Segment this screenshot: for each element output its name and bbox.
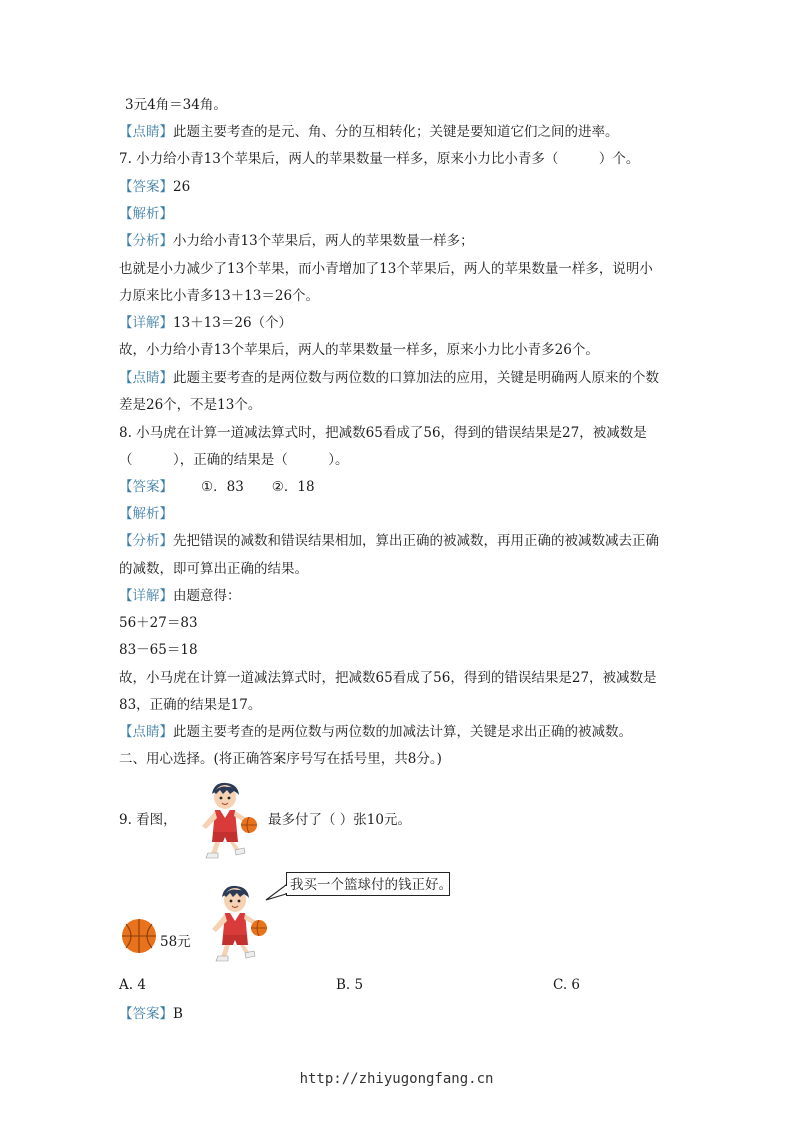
answer-tag: 【答案】 — [119, 179, 173, 195]
text-line: 的减数，即可算出正确的结果。 — [119, 561, 308, 577]
text-line — [119, 532, 659, 550]
section-tag: 【详解】 — [119, 315, 173, 331]
text-line: （ ），正确的结果是（ ）。 — [119, 452, 349, 468]
analysis-tag: 【解析】 — [119, 506, 173, 522]
text-span: 此题主要考查的是两位数与两位数的加减法计算，关键是求出正确的被减数。 — [173, 724, 632, 740]
text-span: 先把错误的减数和错误结果相加，算出正确的被减数，再用正确的被减数减去正确 — [173, 533, 659, 549]
text-span: 此题主要考查的是两位数与两位数的口算加法的应用，关键是明确两人原来的个数 — [173, 370, 659, 386]
question-9 — [119, 811, 177, 829]
speech-bubble: 我买一个篮球付的钱正好。 — [286, 872, 450, 896]
text-span: 小力给小青13个苹果后，两人的苹果数量一样多； — [173, 233, 474, 249]
text-span: 9. 看图， — [119, 812, 177, 828]
text-span: 13＋13＝26（个） — [173, 315, 293, 331]
answer-tag: 【答案】 — [119, 479, 173, 495]
option-c: C. 6 — [553, 977, 581, 993]
question-7: 7. 小力给小青13个苹果后，两人的苹果数量一样多，原来小力比小青多（ ）个。 — [119, 151, 640, 167]
text-line: 差是26个，不是13个。 — [119, 397, 262, 413]
text-span: 由题意得： — [173, 588, 241, 604]
answer-value: ②．18 — [271, 479, 315, 495]
answer-value: B — [173, 1006, 183, 1022]
text-line — [119, 178, 190, 196]
text-line: 力原来比小青多13＋13＝26个。 — [119, 288, 320, 304]
section-tag: 【详解】 — [119, 588, 173, 604]
answer-value: 26 — [173, 179, 191, 195]
section-tag: 【分析】 — [119, 233, 173, 249]
text-span: 此题主要考查的是元、角、分的互相转化；关键是要知道它们之间的进率。 — [173, 124, 619, 140]
footer-url[interactable]: http://zhiyugongfang.cn — [299, 1071, 494, 1087]
text-line — [119, 1005, 183, 1023]
text-line — [119, 587, 241, 605]
analysis-tag: 【解析】 — [119, 206, 173, 222]
basketball-icon — [120, 917, 158, 955]
question-8: 8. 小马虎在计算一道减法算式时，把减数65看成了56，得到的错误结果是27，被减数是 — [119, 425, 647, 441]
boy-dribbling-illustration — [204, 883, 270, 963]
text-line — [119, 232, 474, 250]
section-tag: 【点睛】 — [119, 724, 173, 740]
equation: 56＋27＝83 — [119, 615, 198, 631]
answer-tag: 【答案】 — [119, 1006, 173, 1022]
equation: 83－65＝18 — [119, 642, 198, 658]
text-line: 3元4角＝34角。 — [125, 97, 227, 113]
text-line: 最多付了（ ）张10元。 — [268, 812, 411, 828]
basketball-price: 58元 — [160, 934, 191, 950]
text-line — [119, 369, 659, 387]
section-tag: 【点睛】 — [119, 124, 173, 140]
text-line: 故，小马虎在计算一道减法算式时，把减数65看成了56，得到的错误结果是27，被减数是 — [119, 670, 657, 686]
section-heading: 二、用心选择。(将正确答案序号写在括号里，共8分。) — [119, 751, 442, 767]
answer-value: ①．83 — [201, 479, 244, 495]
option-a: A. 4 — [119, 977, 146, 993]
text-line — [119, 314, 292, 332]
text-line — [119, 505, 173, 523]
text-line: 83，正确的结果是17。 — [119, 697, 262, 713]
section-tag: 【点睛】 — [119, 370, 173, 386]
boy-dribbling-illustration — [194, 780, 260, 860]
text-line: 故，小力给小青13个苹果后，两人的苹果数量一样多，原来小力比小青多26个。 — [119, 342, 599, 358]
text-line — [119, 723, 632, 741]
section-tag: 【分析】 — [119, 533, 173, 549]
text-line — [119, 123, 619, 141]
option-b: B. 5 — [336, 977, 364, 993]
text-line — [119, 205, 173, 223]
text-line: 也就是小力减少了13个苹果，而小青增加了13个苹果后，两人的苹果数量一样多，说明小 — [119, 261, 653, 277]
text-line — [119, 478, 315, 496]
